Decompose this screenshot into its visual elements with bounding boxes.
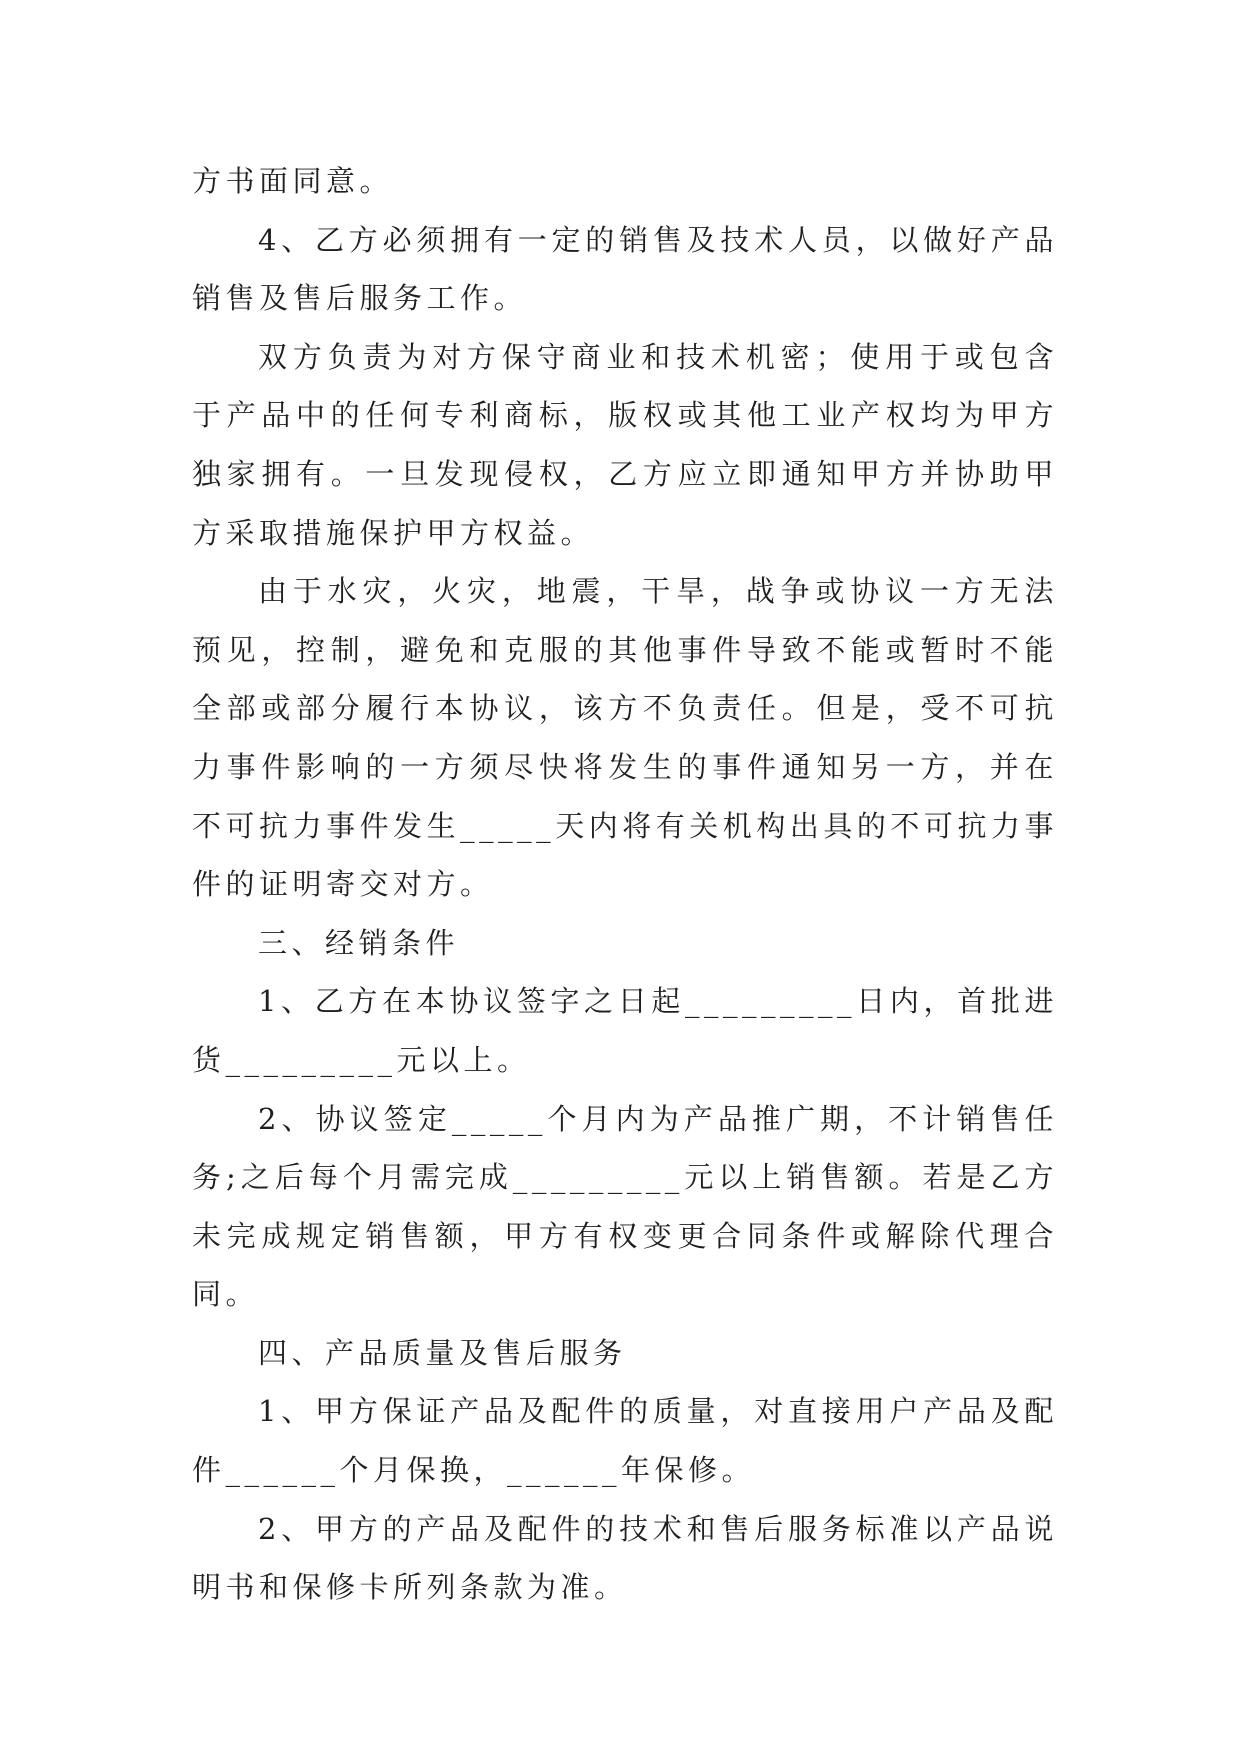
paragraph-sales-staff: 4、乙方必须拥有一定的销售及技术人员，以做好产品销售及售后服务工作。	[192, 222, 1058, 316]
paragraph-warranty: 1、甲方保证产品及配件的质量，对直接用户产品及配件______个月保换，______年保修。	[192, 1394, 1058, 1488]
paragraph-continuation: 方书面同意。	[192, 164, 394, 198]
section-heading-distribution-terms: 三、经销条件	[258, 925, 460, 960]
section-heading-quality-service: 四、产品质量及售后服务	[258, 1335, 627, 1370]
document-body	[192, 152, 1058, 1617]
paragraph-force-majeure: 由于水灾，火灾，地震，干旱，战争或协议一方无法预见，控制，避免和克服的其他事件导致不能或暂时不能全部或部分履行本协议，该方不负责任。但是，受不可抗力事件影响的一方须尽快将发生的事件通知另一方，并在不可抗力事件发生_____天内将有关机构出具的不可抗力事件的证明寄交对方。	[192, 574, 1058, 902]
paragraph-confidentiality: 双方负责为对方保守商业和技术机密；使用于或包含于产品中的任何专利商标，版权或其他工业产权均为甲方独家拥有。一旦发现侵权，乙方应立即通知甲方并协助甲方采取措施保护甲方权益。	[192, 339, 1058, 550]
paragraph-first-order: 1、乙方在本协议签字之日起_________日内，首批进货_________元以上。	[192, 984, 1058, 1077]
paragraph-sales-target: 2、协议签定_____个月内为产品推广期，不计销售任务;之后每个月需完成_________元以上销售额。若是乙方未完成规定销售额，甲方有权变更合同条件或解除代理合同。	[192, 1101, 1058, 1312]
paragraph-service-standard: 2、甲方的产品及配件的技术和售后服务标准以产品说明书和保修卡所列条款为准。	[192, 1511, 1058, 1605]
